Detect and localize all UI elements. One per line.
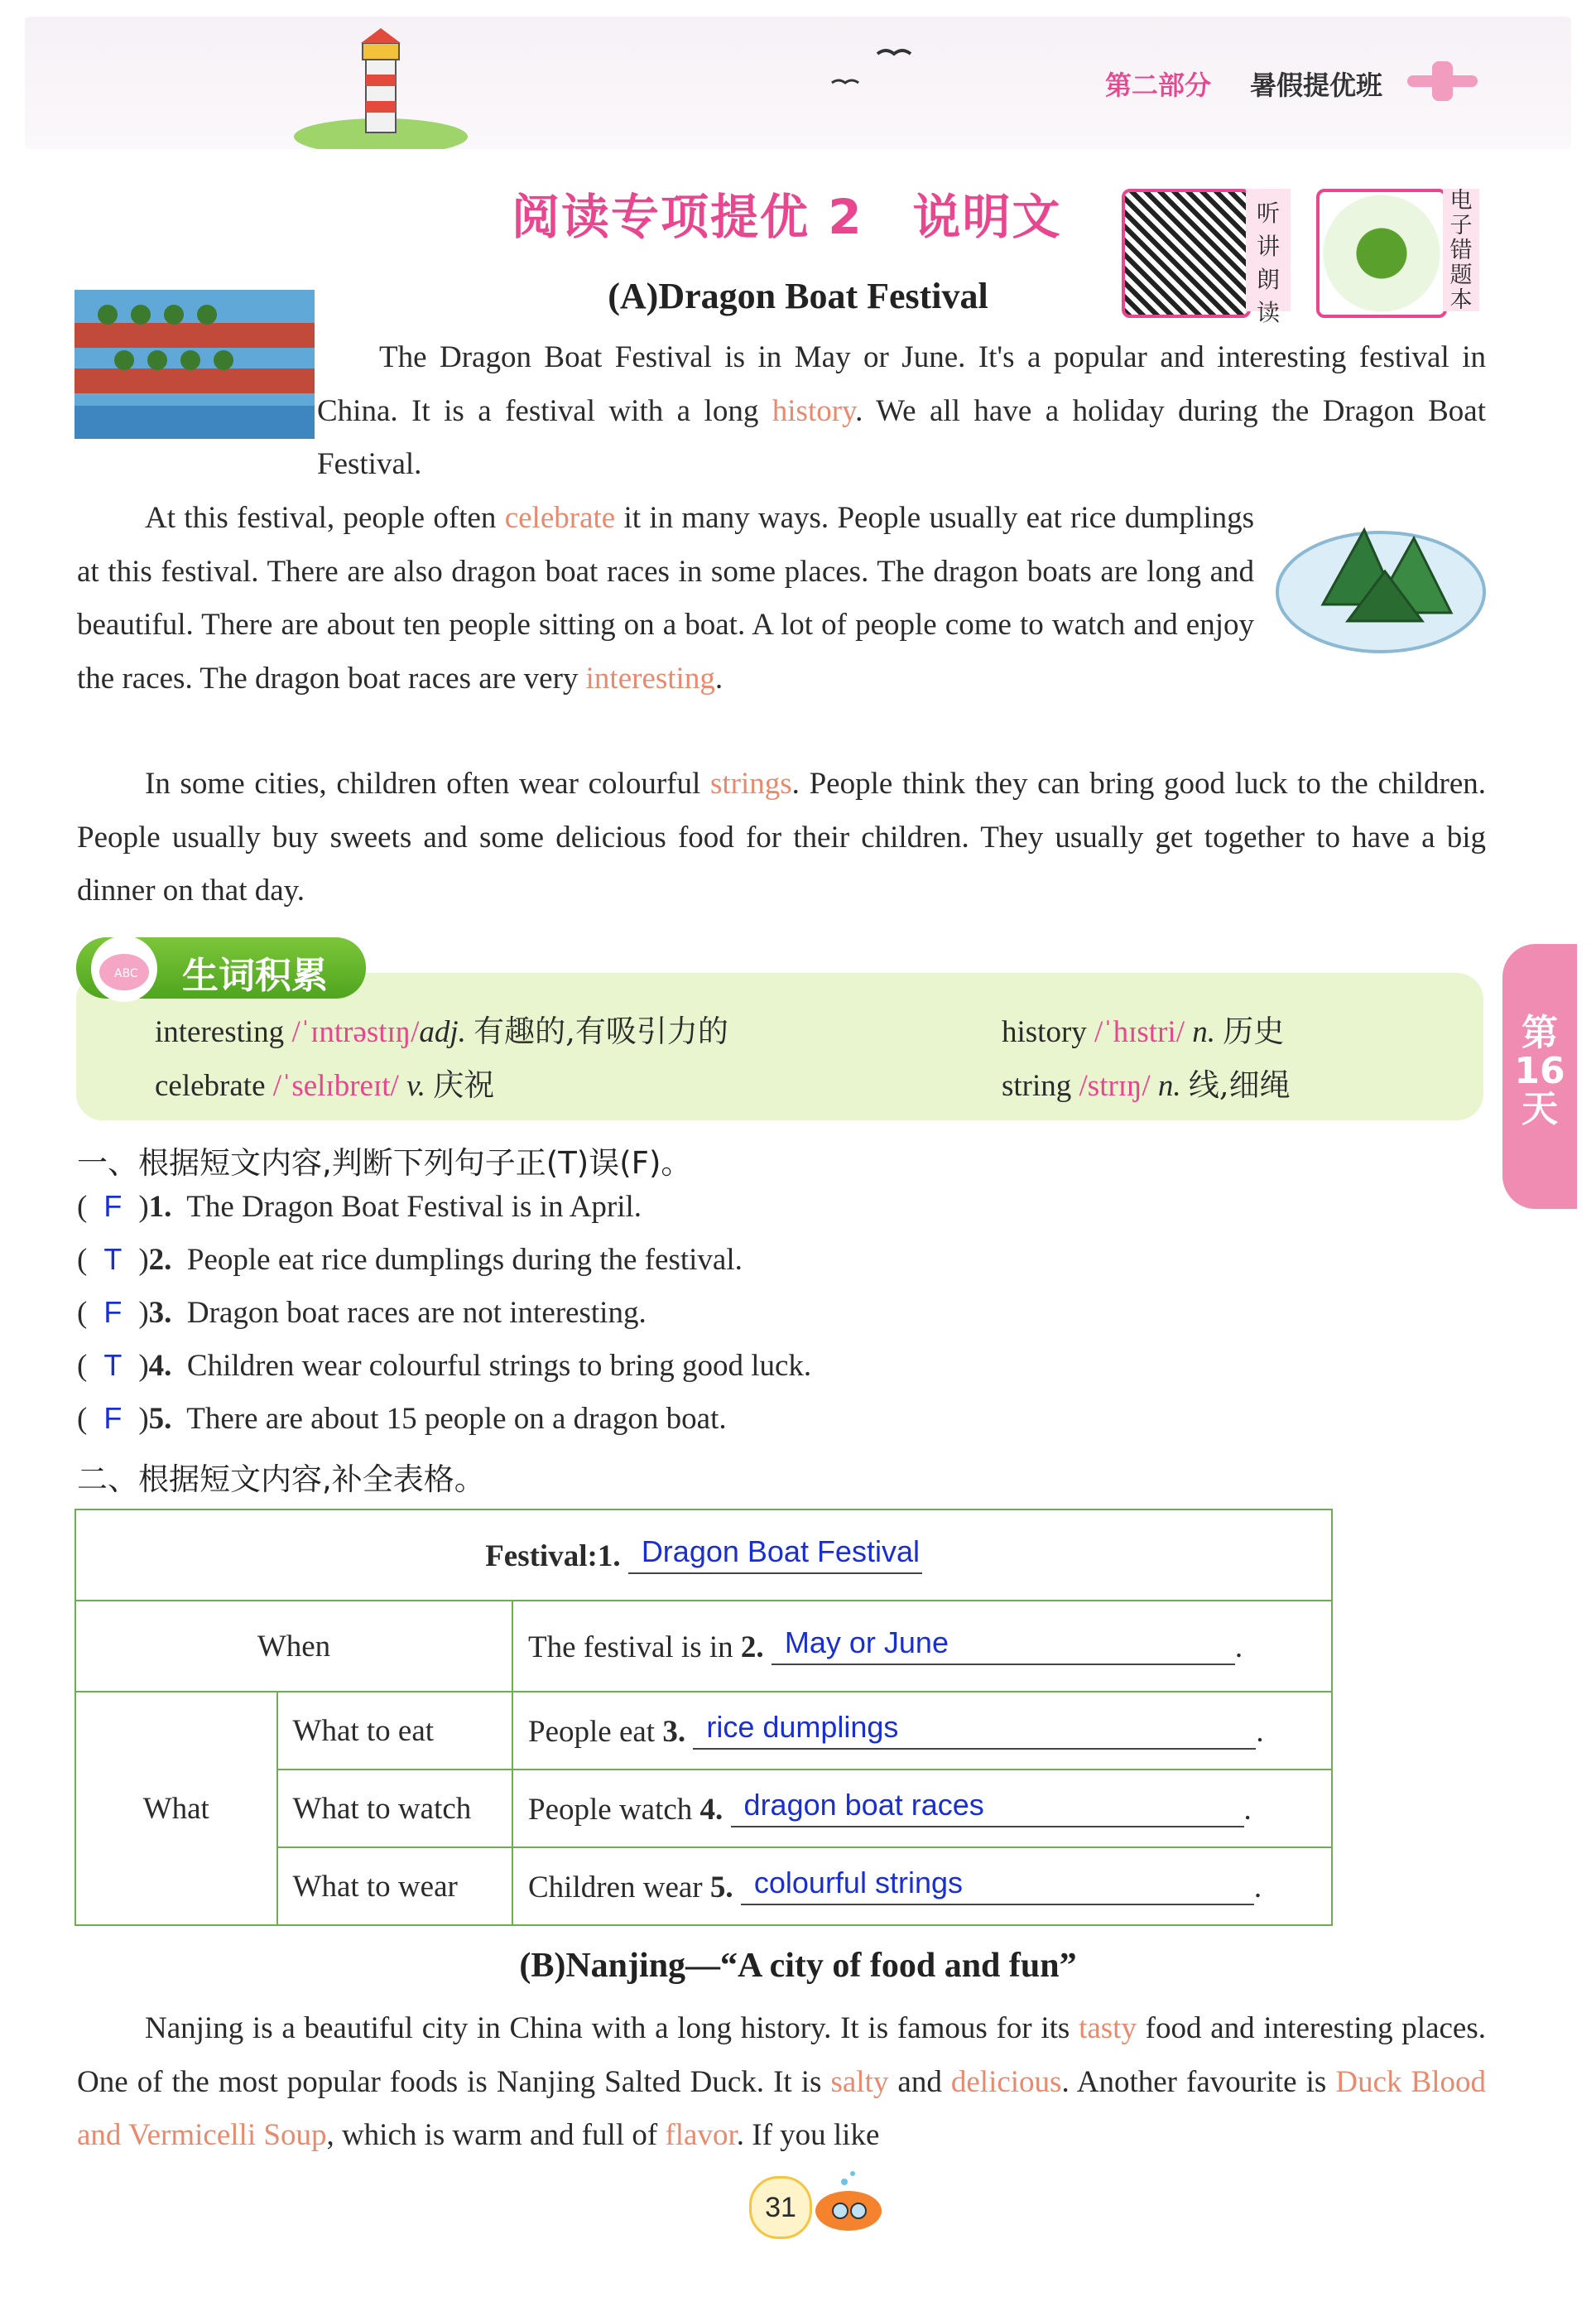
answer-2: T — [103, 1242, 123, 1276]
question-1: ( F )1. The Dragon Boat Festival is in April. — [77, 1189, 642, 1224]
keyword-delicious: delicious — [950, 2064, 1062, 2099]
keyword-celebrate: celebrate — [504, 501, 616, 535]
qr-listen-label: 听讲朗读 — [1246, 189, 1291, 311]
question-number: 3. — [148, 1296, 172, 1330]
answer-blank-2[interactable] — [772, 1627, 1235, 1665]
answer-blank-3[interactable] — [693, 1712, 1256, 1750]
keyword-interesting: interesting — [585, 661, 715, 696]
question-text: There are about 15 people on a dragon boat. — [186, 1402, 727, 1436]
question-2: ( T )2. People eat rice dumplings during the festival. — [77, 1242, 743, 1277]
question-5: ( F )5. There are about 15 people on a dragon boat. — [77, 1401, 727, 1436]
vocab-tag-label: 生词积累 — [182, 955, 328, 997]
svg-text:ABC: ABC — [114, 967, 138, 980]
row-prompt: People eat — [528, 1715, 656, 1749]
row-num: 4. — [699, 1793, 723, 1827]
vocab-item-celebrate — [155, 1060, 494, 1105]
vocab-ipa: /strɪŋ/ — [1079, 1069, 1151, 1103]
vocab-word: string — [1002, 1069, 1072, 1103]
fill-table — [75, 1509, 1333, 1926]
vocab-pos: v. — [406, 1069, 426, 1103]
festival-blank[interactable] — [628, 1536, 922, 1574]
question-text: Dragon boat races are not interesting. — [186, 1296, 647, 1330]
lighthouse-illustration — [290, 25, 472, 149]
header-part-label: 第二部分 — [1105, 70, 1212, 101]
day-tab-label — [1502, 1014, 1577, 1129]
when-label: When — [75, 1601, 512, 1692]
row-label: What to wear — [277, 1847, 512, 1925]
question-number: 1. — [148, 1190, 172, 1224]
answer-blank-5[interactable] — [741, 1867, 1254, 1905]
day-suffix: 天 — [1521, 1088, 1558, 1130]
passage-a-heading: (A)Dragon Boat Festival — [608, 276, 988, 316]
when-cell: The festival is in 2. May or June . — [512, 1601, 1332, 1692]
question-text: The Dragon Boat Festival is in April. — [186, 1190, 642, 1224]
row-num: 3. — [662, 1715, 686, 1749]
what-label: What — [75, 1692, 277, 1925]
eat-cell: People eat 3. rice dumplings . — [512, 1692, 1332, 1770]
vocab-meaning: 庆祝 — [433, 1067, 495, 1103]
vocab-word: celebrate — [155, 1069, 266, 1103]
vocab-word: history — [1002, 1015, 1087, 1049]
row-prompt: People watch — [528, 1793, 693, 1827]
keyword-history: history — [772, 393, 856, 428]
header-class-label: 暑假提优班 — [1250, 70, 1383, 101]
row-num: 5. — [709, 1871, 733, 1904]
question-text: People eat rice dumplings during the festival. — [186, 1243, 743, 1277]
table-row-festival — [75, 1509, 1332, 1601]
answer-blank-4[interactable] — [731, 1789, 1244, 1827]
section-2-title: 二、根据短文内容,补全表格。 — [77, 1461, 485, 1497]
row-answer: rice dumplings — [706, 1710, 899, 1744]
row-label: What to eat — [277, 1692, 512, 1770]
answer-5: F — [103, 1401, 123, 1435]
question-number: 4. — [148, 1349, 172, 1383]
answer-1: F — [103, 1189, 123, 1223]
vocab-meaning: 线,细绳 — [1188, 1067, 1291, 1103]
vocab-word: interesting — [155, 1015, 285, 1049]
answer-3: F — [103, 1295, 123, 1329]
submarine-icon — [807, 2165, 890, 2240]
vocab-item-history — [1002, 1006, 1284, 1051]
vocab-pos: n. — [1192, 1015, 1215, 1049]
question-number: 2. — [148, 1243, 172, 1277]
day-number: 16 — [1514, 1050, 1565, 1092]
page-number: 31 — [749, 2176, 812, 2239]
festival-num: 1. — [597, 1539, 621, 1573]
question-number: 5. — [148, 1402, 172, 1436]
passage-a-paragraph-2: At this festival, people often celebrate it in many ways. People usually eat rice dumplings at this festival. There are also dragon boat races in some places. The dragon boats are long and beautiful. There are about ten people sitting on a boat. A lot of people come to watch and enjoy the races. The dragon boat races are very interesting. — [77, 501, 1254, 696]
row-answer: colourful strings — [753, 1866, 963, 1900]
festival-cell — [75, 1509, 1332, 1601]
vocab-ipa: /ˈselɪbreɪt/ — [272, 1069, 399, 1103]
passage-b-paragraph-1: Nanjing is a beautiful city in China with a long history. It is famous for its tasty food and interesting places. One of the most popular foods is Nanjing Salted Duck. It is salty and delicious. Another favourite is Duck Blood and Vermicelli Soup, which is warm and full of flavor. If you like — [77, 2011, 1486, 2152]
vocab-ipa: /ˈɪntrəstɪŋ/ — [291, 1015, 420, 1049]
passage-a-paragraph-1: The Dragon Boat Festival is in May or June. It's a popular and interesting festival in China. It is a festival with a long history. We all have a holiday during the Dragon Boat Festival. — [317, 340, 1486, 481]
keyword-duck-blood-soup: Duck Blood and Vermicelli Soup — [77, 2064, 1486, 2152]
vocab-item-interesting — [155, 1006, 728, 1051]
piggy-bank-icon — [83, 934, 166, 1004]
question-4: ( T )4. Children wear colourful strings to bring good luck. — [77, 1348, 812, 1383]
section-1-title: 一、根据短文内容,判断下列句子正(T)误(F)。 — [77, 1145, 692, 1181]
answer-4: T — [103, 1348, 123, 1382]
vocab-pos: n. — [1157, 1069, 1181, 1103]
keyword-tasty: tasty — [1079, 2011, 1137, 2045]
passage-a-paragraph-3: In some cities, children often wear colourful strings. People think they can bring good luck to the children. People usually buy sweets and some delicious food for their children. They usually get together to have a big dinner on that day. — [77, 767, 1487, 908]
festival-label: Festival: — [485, 1539, 598, 1573]
festival-answer: Dragon Boat Festival — [641, 1534, 920, 1568]
birds-icon — [828, 46, 919, 95]
watch-cell: People watch 4. dragon boat races . — [512, 1770, 1332, 1847]
keyword-flavor: flavor — [665, 2118, 737, 2152]
vocab-ipa: /ˈhɪstri/ — [1094, 1015, 1185, 1049]
wear-cell: Children wear 5. colourful strings . — [512, 1847, 1332, 1925]
row-num: 2. — [740, 1630, 764, 1664]
qr-wrong-book-label: 电子错题本 — [1443, 189, 1479, 311]
vocab-pos: adj. — [419, 1015, 466, 1049]
row-answer: May or June — [784, 1625, 949, 1659]
vocab-item-string — [1002, 1060, 1291, 1105]
header-decoration-icon — [1407, 55, 1482, 104]
table-row-when — [75, 1601, 1332, 1692]
keyword-strings: strings — [709, 767, 792, 801]
day-prefix: 第 — [1521, 1012, 1558, 1054]
row-answer: dragon boat races — [743, 1788, 984, 1822]
vocab-meaning: 历史 — [1223, 1014, 1285, 1049]
row-prompt: Children wear — [528, 1871, 703, 1904]
page-title: 阅读专项提优 2 说明文 — [512, 189, 1062, 245]
keyword-salty: salty — [830, 2064, 889, 2099]
row-label: What to watch — [277, 1770, 512, 1847]
question-text: Children wear colourful strings to bring good luck. — [186, 1349, 812, 1383]
row-prompt: The festival is in — [528, 1630, 733, 1664]
table-row-eat — [75, 1692, 1332, 1770]
vocab-meaning: 有趣的,有吸引力的 — [474, 1014, 728, 1049]
passage-b-heading: (B)Nanjing—“A city of food and fun” — [519, 1947, 1077, 1985]
question-3: ( F )3. Dragon boat races are not interesting. — [77, 1295, 647, 1330]
